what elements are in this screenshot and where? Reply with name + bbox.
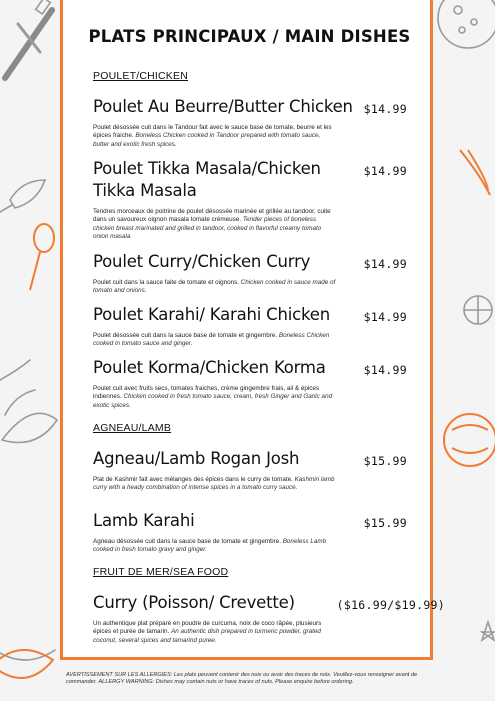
dish-price: $15.99 — [363, 516, 407, 530]
section-heading-seafood: FRUIT DE MER/SEA FOOD — [93, 566, 229, 578]
dish-chicken-korma — [93, 357, 413, 410]
description-en: Tender pieces of boneless chicken breast marinated and grilled in tandoor, cooked in flavorful creamy tomato onion masala — [93, 216, 322, 240]
bowl-icon — [0, 650, 55, 660]
star-anise-icon — [482, 622, 494, 640]
description-fr: Poulet désossée cuit dans la sauce base de tomate et gingembre. — [93, 332, 278, 339]
rolling-pin-icon — [5, 0, 52, 78]
dish-description — [93, 208, 338, 241]
dish-name: Poulet Tikka Masala/Chicken Tikka Masala — [93, 159, 321, 200]
dish-description — [93, 385, 338, 410]
dish-description — [93, 620, 338, 645]
section-heading-lamb: AGNEAU/LAMB — [93, 422, 172, 434]
description-fr: Agneau désossée cuit dans la sauce base de tomate et gingembre. — [93, 538, 281, 545]
description-fr: Poulet cuit dans la sauce faite de tomate et oignons. — [93, 279, 239, 286]
description-en: An authentic dish prepared in turmeric powder, grated coconut, several spices and tamarind puree. — [93, 628, 321, 644]
page-title: PLATS PRINCIPAUX / MAIN DISHES — [88, 27, 411, 46]
description-en: Kashmiri lamb curry with a heady combination of intense spices in a tomato curry sauce. — [93, 476, 335, 492]
description-fr: Un authentique plat préparé en poudre de curcuma, noix de coco râpée, plusieurs épices et purée de tamarin. — [93, 620, 322, 636]
description-fr: Poulet désossée cuit dans le Tandour fait avec le sauce base de tomate, beurre et les épices fraiche. — [93, 124, 332, 140]
description-en: Boneless Chicken cooked in Tandoor prepared with tomato sauce, butter and exotic fresh spices. — [93, 132, 321, 148]
dish-name: Poulet Curry/Chicken Curry — [93, 252, 311, 271]
dish-price: $14.99 — [363, 363, 407, 377]
dish-name: Poulet Korma/Chicken Korma — [93, 358, 326, 377]
description-en: Boneless Chicken cooked in tomato sauce and ginger. — [93, 332, 330, 348]
dish-price: $14.99 — [363, 164, 407, 178]
orange-slice-icon — [464, 296, 492, 324]
orange-plate-icon — [444, 414, 495, 466]
dish-name: Poulet Karahi/ Karahi Chicken — [93, 305, 330, 324]
description-fr: Poulet cuit avec fruits secs, tomates fraiches, crème gingembre frais, ail & épices indiennes. — [93, 385, 320, 401]
dish-price: $14.99 — [363, 102, 407, 116]
description-en: Chicken cooked in fresh tomato sauce, cream, fresh Ginger and Garlic and exotic spices. — [93, 393, 333, 409]
section-heading-chicken: POULET/CHICKEN — [93, 70, 188, 82]
description-en: Chicken cooked in sauce made of tomato and onions. — [93, 279, 336, 295]
dish-fish-shrimp-curry — [93, 592, 445, 645]
dish-chicken-tikka-masala — [93, 158, 413, 241]
orange-spoon-icon — [30, 224, 54, 290]
dish-price: ($16.99/$19.99) — [336, 598, 445, 612]
dish-chicken-curry — [93, 251, 413, 296]
dish-price: $14.99 — [363, 257, 407, 271]
chili-pepper-icon — [460, 150, 490, 195]
orange-pie-icon — [0, 650, 53, 678]
allergy-warning-en: ALLERGY WARNING: Dishes may contain nuts or have traces of nuts. Please enquire before ordering. — [98, 679, 354, 686]
dish-price: $14.99 — [363, 310, 407, 324]
dish-name: Agneau/Lamb Rogan Josh — [93, 449, 300, 468]
menu-panel — [60, 0, 445, 660]
description-fr: Tendres morceaux de poitrine de poulet désossée marinée et grillée au tandoor, cuite dans un savoureux oignon masala tomate crémeuse. — [93, 208, 331, 224]
dish-lamb-rogan-josh — [93, 448, 413, 493]
description-fr: Plat de Kashmir fait avec mélanges des épices dans le curry de tomate. — [93, 476, 293, 483]
dish-description — [93, 332, 338, 349]
dish-karahi-chicken — [93, 304, 413, 349]
dish-description — [93, 124, 338, 149]
dish-lamb-karahi — [93, 510, 413, 555]
dish-name: Lamb Karahi — [93, 511, 195, 530]
spoon-icon — [0, 180, 45, 215]
dish-description — [93, 538, 338, 555]
dish-butter-chicken — [93, 96, 413, 149]
dish-price: $15.99 — [363, 454, 407, 468]
pizza-icon — [438, 0, 495, 48]
dish-name: Curry (Poisson/ Crevette) — [93, 593, 295, 612]
dish-name: Poulet Au Beurre/Butter Chicken — [93, 97, 353, 116]
dish-description — [93, 476, 338, 493]
description-en: Boneless Lamb cooked in fresh tomato gravy and ginger. — [93, 538, 327, 554]
leaf-icon — [0, 360, 57, 443]
allergy-warning-fr: AVERTISSEMENT SUR LES ALLERGIES: Les plats peuvent contenir des noix ou avoir des traces de noix. Veuillez-vous renseigner avant de commander. — [66, 672, 418, 686]
dish-description — [93, 279, 338, 296]
allergy-warning — [66, 672, 426, 687]
